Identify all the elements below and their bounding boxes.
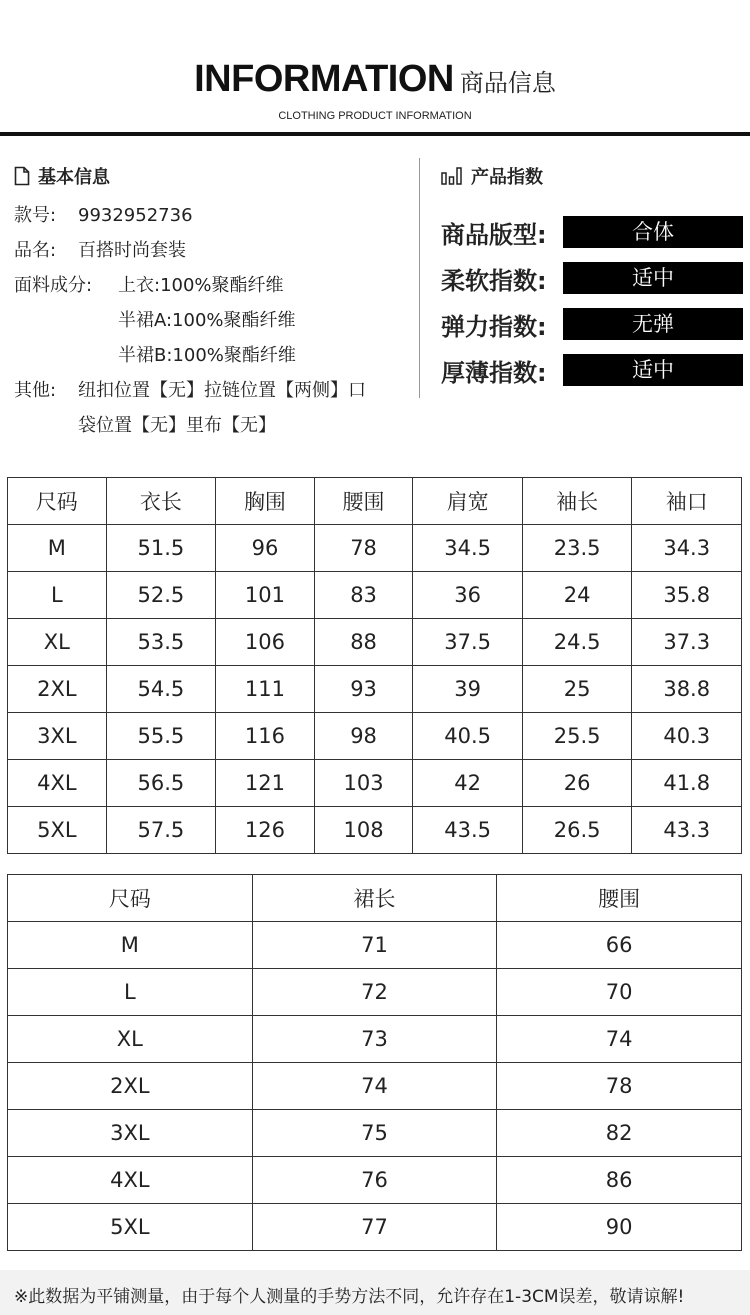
skirt-size-table — [7, 874, 742, 1251]
table-cell: 3XL — [8, 1110, 253, 1157]
index-row-softness — [441, 255, 743, 301]
table-cell: 116 — [216, 713, 315, 760]
table-row — [8, 666, 742, 713]
table-cell: 26 — [522, 760, 632, 807]
table-cell: 40.3 — [632, 713, 742, 760]
table-header-cell: 胸围 — [216, 478, 315, 525]
table-row — [8, 969, 742, 1016]
table-cell: 3XL — [8, 713, 107, 760]
name-label: 品名: — [14, 240, 57, 261]
table-cell: XL — [8, 619, 107, 666]
table-cell: 39 — [413, 666, 523, 713]
table-row — [8, 760, 742, 807]
index-row-fit — [441, 209, 743, 255]
table-cell: 24 — [522, 572, 632, 619]
table-header-cell: 肩宽 — [413, 478, 523, 525]
table-cell: 36 — [413, 572, 523, 619]
table-row — [8, 1063, 742, 1110]
table-cell: 40.5 — [413, 713, 523, 760]
page-title — [0, 58, 750, 101]
table-cell: 96 — [216, 525, 315, 572]
basic-info-title: 基本信息 — [38, 167, 110, 188]
table-cell: 2XL — [8, 1063, 253, 1110]
index-label: 柔软指数: — [441, 266, 547, 295]
fabric-line-1: 上衣:100%聚酯纤维 — [118, 275, 284, 296]
table-cell: 90 — [497, 1204, 742, 1251]
name-row — [14, 233, 414, 268]
table-header-cell: 尺码 — [8, 478, 107, 525]
table-row — [8, 525, 742, 572]
table-cell: 2XL — [8, 666, 107, 713]
table-cell: 93 — [314, 666, 413, 713]
table-cell: M — [8, 525, 107, 572]
table-cell: 103 — [314, 760, 413, 807]
table-cell: 72 — [252, 969, 497, 1016]
title-cn: 商品信息 — [459, 69, 556, 97]
table-cell: 126 — [216, 807, 315, 854]
table-row — [8, 1204, 742, 1251]
table-header-cell: 裙长 — [252, 875, 497, 922]
index-row-elasticity — [441, 301, 743, 347]
fabric-row — [14, 268, 414, 303]
fabric-line-2: 半裙A:100%聚酯纤维 — [118, 310, 296, 331]
table-cell: 43.3 — [632, 807, 742, 854]
table-row — [8, 619, 742, 666]
table-cell: 106 — [216, 619, 315, 666]
index-value: 适中 — [563, 354, 743, 386]
table-row — [8, 1016, 742, 1063]
product-index-section — [441, 160, 743, 393]
top-size-table — [7, 477, 742, 854]
table-cell: 74 — [252, 1063, 497, 1110]
table-cell: 4XL — [8, 760, 107, 807]
table-cell: 76 — [252, 1157, 497, 1204]
table-cell: 34.5 — [413, 525, 523, 572]
table-cell: 121 — [216, 760, 315, 807]
bar-chart-icon — [441, 166, 463, 186]
table-cell: 88 — [314, 619, 413, 666]
table-header-cell: 衣长 — [106, 478, 216, 525]
table-row — [8, 1110, 742, 1157]
table-cell: 4XL — [8, 1157, 253, 1204]
table-cell: 38.8 — [632, 666, 742, 713]
table-cell: 78 — [497, 1063, 742, 1110]
table-cell: 25 — [522, 666, 632, 713]
table-cell: 66 — [497, 922, 742, 969]
table-cell: 55.5 — [106, 713, 216, 760]
table-cell: 75 — [252, 1110, 497, 1157]
index-label: 商品版型: — [441, 220, 547, 249]
table-cell: 57.5 — [106, 807, 216, 854]
table-cell: L — [8, 969, 253, 1016]
table-cell: 37.5 — [413, 619, 523, 666]
table-cell: 34.3 — [632, 525, 742, 572]
style-no-row — [14, 198, 414, 233]
table-row — [8, 572, 742, 619]
table-cell: 5XL — [8, 807, 107, 854]
table-cell: 43.5 — [413, 807, 523, 854]
other-line-1: 纽扣位置【无】拉链位置【两侧】口 — [78, 380, 366, 401]
table-cell: 41.8 — [632, 760, 742, 807]
table-cell: 101 — [216, 572, 315, 619]
style-no-value: 9932952736 — [78, 205, 193, 226]
other-label: 其他: — [14, 380, 57, 401]
product-index-title: 产品指数 — [471, 167, 543, 188]
table-cell: 37.3 — [632, 619, 742, 666]
table-cell: 26.5 — [522, 807, 632, 854]
style-no-label: 款号: — [14, 205, 57, 226]
table-cell: 74 — [497, 1016, 742, 1063]
table-cell: 5XL — [8, 1204, 253, 1251]
basic-info-section — [14, 160, 414, 443]
table-cell: 98 — [314, 713, 413, 760]
table-cell: 52.5 — [106, 572, 216, 619]
table-header-row — [8, 875, 742, 922]
index-row-thickness — [441, 347, 743, 393]
index-label: 厚薄指数: — [441, 358, 547, 387]
table-cell: 108 — [314, 807, 413, 854]
name-value: 百搭时尚套装 — [78, 240, 186, 261]
table-cell: 82 — [497, 1110, 742, 1157]
document-icon — [14, 166, 30, 186]
table-row — [8, 922, 742, 969]
other-line-2: 袋位置【无】里布【无】 — [78, 415, 276, 436]
table-cell: 73 — [252, 1016, 497, 1063]
table-cell: 24.5 — [522, 619, 632, 666]
table-header-cell: 袖长 — [522, 478, 632, 525]
table-row — [8, 713, 742, 760]
table-cell: M — [8, 922, 253, 969]
table-cell: 53.5 — [106, 619, 216, 666]
section-divider — [419, 158, 420, 398]
table-cell: 51.5 — [106, 525, 216, 572]
table-cell: 23.5 — [522, 525, 632, 572]
table-cell: 54.5 — [106, 666, 216, 713]
table-cell: 83 — [314, 572, 413, 619]
measurement-note — [0, 1270, 750, 1315]
other-row — [14, 373, 414, 408]
table-row — [8, 807, 742, 854]
table-cell: 42 — [413, 760, 523, 807]
table-header-cell: 尺码 — [8, 875, 253, 922]
table-cell: 78 — [314, 525, 413, 572]
table-cell: 71 — [252, 922, 497, 969]
table-cell: XL — [8, 1016, 253, 1063]
table-header-cell: 腰围 — [497, 875, 742, 922]
table-cell: 35.8 — [632, 572, 742, 619]
table-cell: 86 — [497, 1157, 742, 1204]
title-en: INFORMATION — [194, 58, 454, 100]
header-divider — [0, 132, 750, 136]
table-cell: 70 — [497, 969, 742, 1016]
page-subtitle: CLOTHING PRODUCT INFORMATION — [278, 110, 472, 122]
product-index-heading — [441, 160, 743, 192]
index-label: 弹力指数: — [441, 312, 547, 341]
table-row — [8, 1157, 742, 1204]
basic-info-heading — [14, 160, 414, 192]
fabric-label: 面料成分: — [14, 275, 93, 296]
table-cell: 77 — [252, 1204, 497, 1251]
index-value: 合体 — [563, 216, 743, 248]
table-cell: 25.5 — [522, 713, 632, 760]
table-cell: 56.5 — [106, 760, 216, 807]
table-header-cell: 袖口 — [632, 478, 742, 525]
page-header — [0, 0, 750, 138]
table-cell: 111 — [216, 666, 315, 713]
table-cell: L — [8, 572, 107, 619]
measurement-note-text: ※此数据为平铺测量，由于每个人测量的手势方法不同，允许存在1-3CM误差，敬请谅解! — [14, 1287, 685, 1307]
index-value: 适中 — [563, 262, 743, 294]
table-header-cell: 腰围 — [314, 478, 413, 525]
table-header-row — [8, 478, 742, 525]
index-value: 无弹 — [563, 308, 743, 340]
fabric-line-3: 半裙B:100%聚酯纤维 — [118, 345, 296, 366]
